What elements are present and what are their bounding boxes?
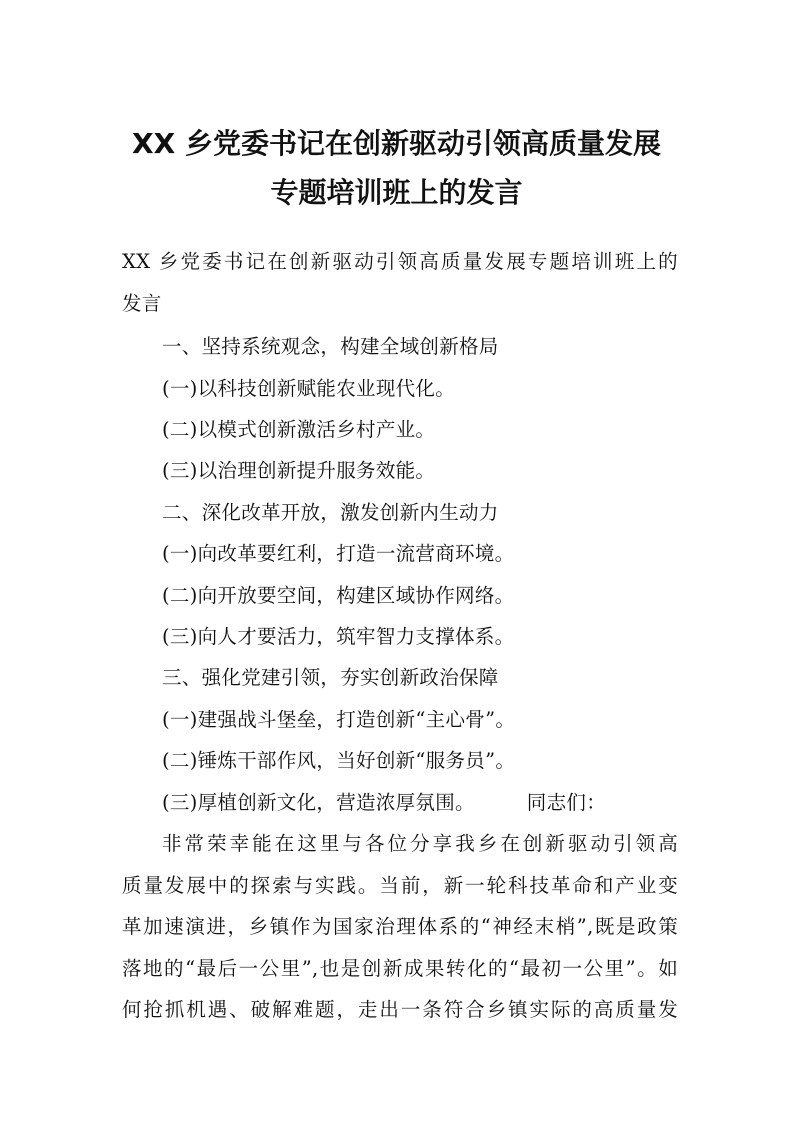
section-2-heading: 二、深化改革开放，激发创新内生动力 (162, 501, 499, 524)
paragraph-line-2: 质量发展中的探索与实践。当前，新一轮科技革命和产业变 (122, 874, 678, 897)
section-1-heading: 一、坚持系统观念，构建全域创新格局 (162, 335, 499, 358)
section-1-item-2: (二)以模式创新激活乡村产业。 (162, 418, 436, 441)
section-2-item-1: (一)向改革要红利，打造一流营商环境。 (162, 542, 515, 565)
document-title-line-2: 专题培训班上的发言 (270, 176, 523, 209)
section-3-item-2: (二)锤炼干部作风，当好创新“服务员”。 (162, 749, 516, 772)
section-2-item-3: (三)向人才要活力，筑牢智力支撑体系。 (162, 625, 515, 648)
paragraph-line-3: 革加速演进，乡镇作为国家治理体系的“神经末梢”,既是政策 (122, 915, 678, 938)
section-1-item-1: (一)以科技创新赋能农业现代化。 (162, 377, 456, 400)
paragraph-line-1: 非常荣幸能在这里与各位分享我乡在创新驱动引领高 (162, 832, 678, 855)
section-2-item-2: (二)向开放要空间，构建区域协作网络。 (162, 584, 515, 607)
section-3-item-3: (三)厚植创新文化，营造浓厚氛围。 同志们： (162, 791, 607, 814)
intro-line-2: 发言 (122, 292, 162, 315)
intro-line-1: XX 乡党委书记在创新驱动引领高质量发展专题培训班上的 (122, 250, 678, 273)
paragraph-line-4: 落地的“最后一公里”,也是创新成果转化的“最初一公里”。如 (122, 957, 678, 980)
section-1-item-3: (三)以治理创新提升服务效能。 (162, 459, 436, 482)
document-title-line-1: XX 乡党委书记在创新驱动引领高质量发展 (132, 127, 661, 160)
section-3-heading: 三、强化党建引领，夯实创新政治保障 (162, 666, 499, 689)
section-3-item-1: (一)建强战斗堡垒，打造创新“主心骨”。 (162, 708, 516, 731)
paragraph-line-5: 何抢抓机遇、破解难题，走出一条符合乡镇实际的高质量发 (122, 998, 678, 1021)
